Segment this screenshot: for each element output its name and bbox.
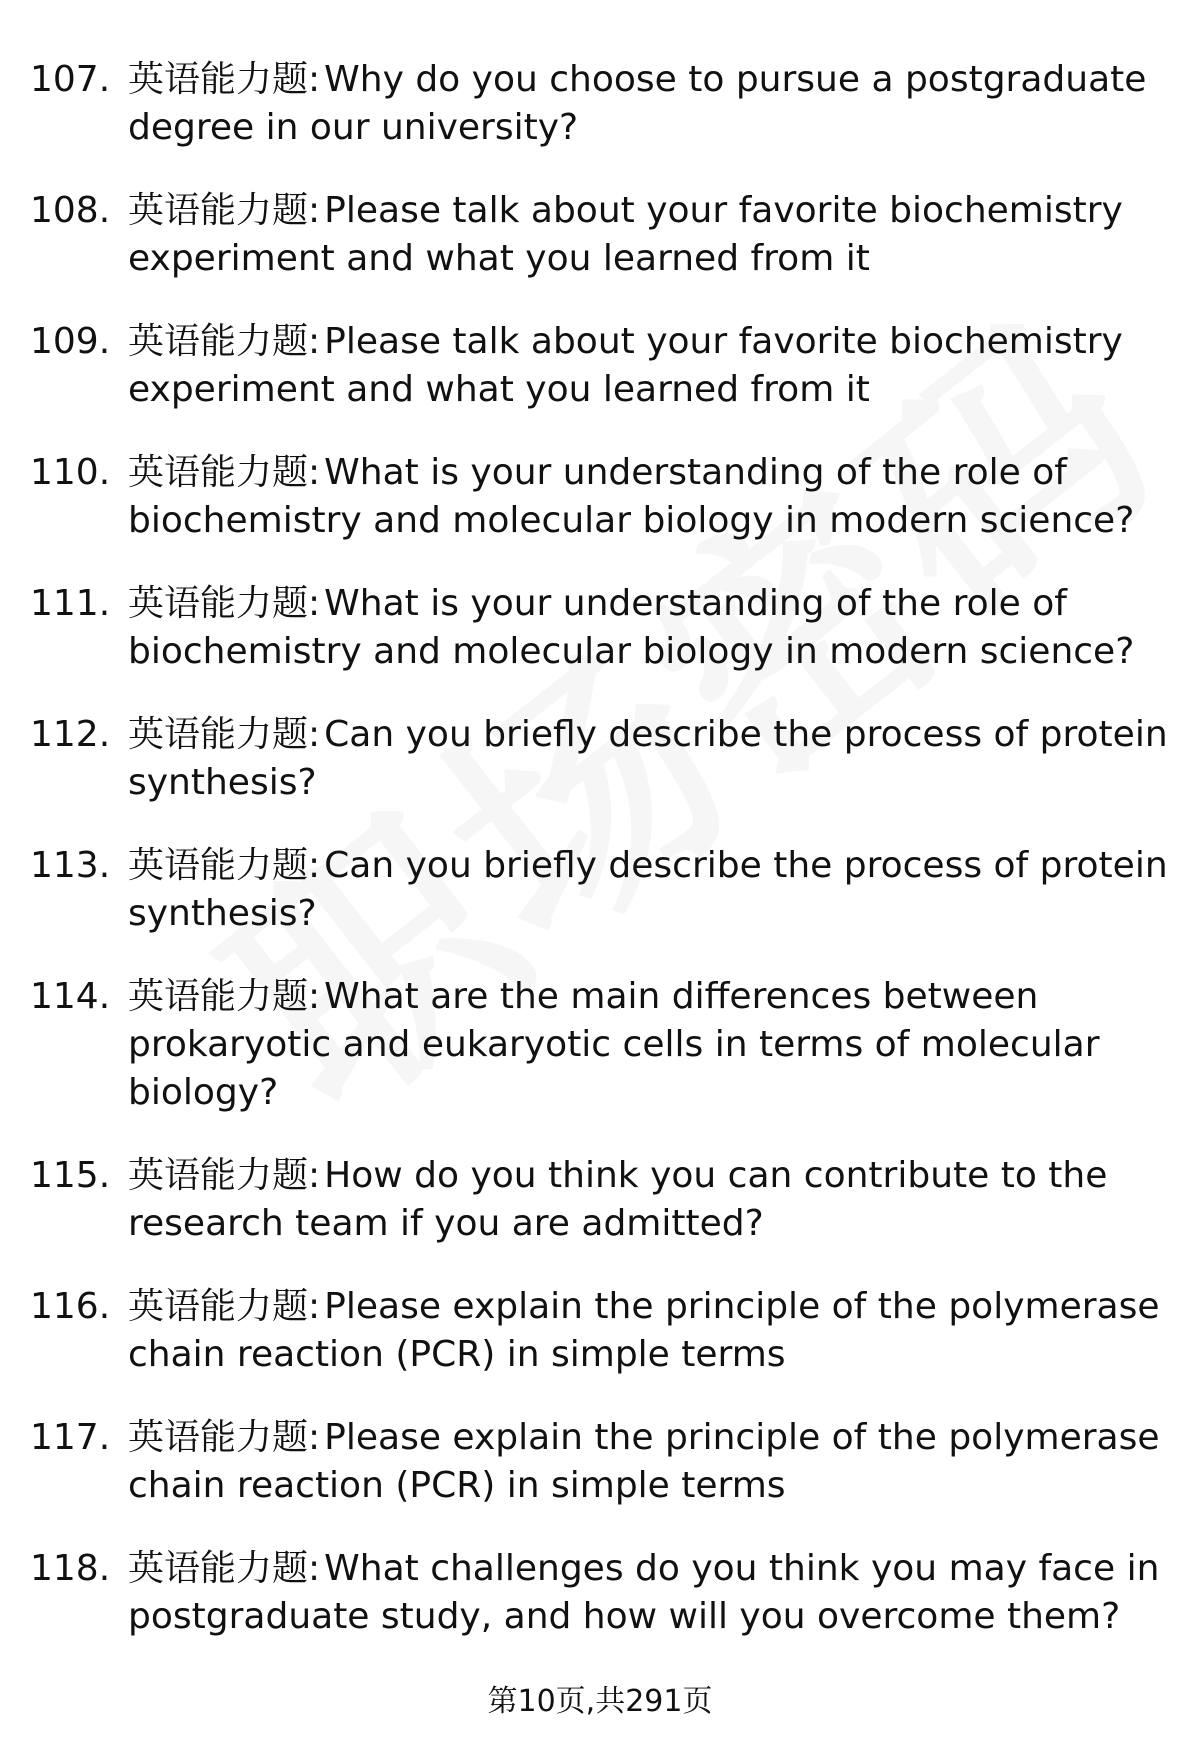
question-item-117	[0, 1414, 1200, 1510]
question-item-114	[0, 973, 1200, 1117]
question-label: 英语能力题	[128, 452, 309, 493]
question-number: 117.	[30, 1417, 111, 1458]
question-label: 英语能力题	[128, 845, 309, 886]
question-item-113	[0, 842, 1200, 938]
question-separator: :	[308, 190, 321, 231]
question-list	[0, 56, 1200, 1676]
question-label: 英语能力题	[128, 1417, 309, 1458]
question-label: 英语能力题	[128, 976, 309, 1017]
question-separator: :	[308, 1417, 321, 1458]
question-separator: :	[308, 321, 321, 362]
question-number: 114.	[30, 976, 111, 1017]
question-item-116	[0, 1283, 1200, 1379]
question-number: 109.	[30, 321, 111, 362]
question-separator: :	[308, 452, 321, 493]
question-number: 118.	[30, 1548, 111, 1589]
question-separator: :	[308, 59, 321, 100]
question-item-118	[0, 1545, 1200, 1641]
question-label: 英语能力题	[128, 1548, 309, 1589]
question-text: What is your understanding of the role of biochemistry and molecular biology in modern science?	[128, 583, 1135, 672]
question-number: 113.	[30, 845, 111, 886]
question-item-111	[0, 580, 1200, 676]
question-text: Can you briefly describe the process of protein synthesis?	[128, 714, 1168, 803]
question-item-108	[0, 187, 1200, 283]
question-text: Can you briefly describe the process of protein synthesis?	[128, 845, 1168, 934]
question-text: Please explain the principle of the polymerase chain reaction (PCR) in simple terms	[128, 1417, 1160, 1506]
question-separator: :	[308, 1548, 321, 1589]
question-separator: :	[308, 1155, 321, 1196]
question-text: What challenges do you think you may face in postgraduate study, and how will you overcome them?	[128, 1548, 1160, 1637]
question-separator: :	[308, 714, 321, 755]
question-text: What is your understanding of the role of biochemistry and molecular biology in modern science?	[128, 452, 1135, 541]
question-label: 英语能力题	[128, 583, 309, 624]
question-text: How do you think you can contribute to the research team if you are admitted?	[128, 1155, 1108, 1244]
question-text: Please talk about your favorite biochemistry experiment and what you learned from it	[128, 190, 1123, 279]
question-separator: :	[308, 845, 321, 886]
question-label: 英语能力题	[128, 59, 309, 100]
question-number: 116.	[30, 1286, 111, 1327]
question-label: 英语能力题	[128, 1155, 309, 1196]
question-item-112	[0, 711, 1200, 807]
question-number: 112.	[30, 714, 111, 755]
question-separator: :	[308, 583, 321, 624]
question-item-110	[0, 449, 1200, 545]
page-footer: 第10页,共291页	[487, 1684, 713, 1719]
question-separator: :	[308, 976, 321, 1017]
question-number: 110.	[30, 452, 111, 493]
question-number: 115.	[30, 1155, 111, 1196]
question-text: Why do you choose to pursue a postgraduate degree in our university?	[128, 59, 1147, 148]
question-text: What are the main differences between prokaryotic and eukaryotic cells in terms of molecular biology?	[128, 976, 1100, 1113]
question-separator: :	[308, 1286, 321, 1327]
question-number: 107.	[30, 59, 111, 100]
question-item-109	[0, 318, 1200, 414]
question-item-115	[0, 1152, 1200, 1248]
question-item-107	[0, 56, 1200, 152]
question-number: 111.	[30, 583, 111, 624]
question-text: Please explain the principle of the polymerase chain reaction (PCR) in simple terms	[128, 1286, 1160, 1375]
question-number: 108.	[30, 190, 111, 231]
question-text: Please talk about your favorite biochemistry experiment and what you learned from it	[128, 321, 1123, 410]
question-label: 英语能力题	[128, 714, 309, 755]
question-label: 英语能力题	[128, 1286, 309, 1327]
question-label: 英语能力题	[128, 321, 309, 362]
question-label: 英语能力题	[128, 190, 309, 231]
